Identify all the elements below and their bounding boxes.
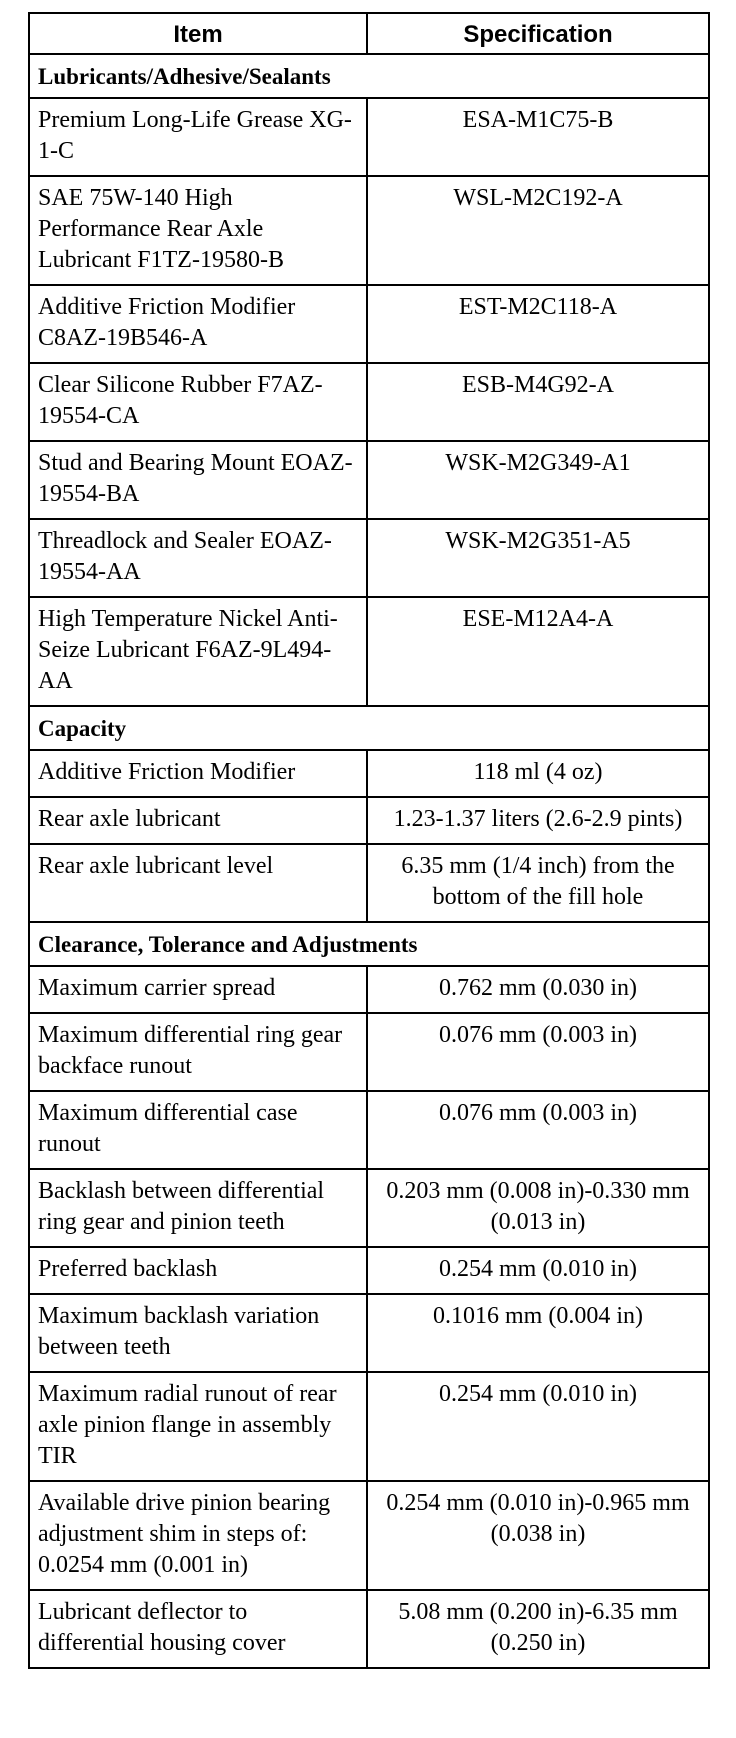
item-column-header: Item <box>29 13 367 54</box>
table-row <box>29 441 709 519</box>
table-row <box>29 98 709 176</box>
specification-table <box>28 12 710 1669</box>
specification-cell: 0.254 mm (0.010 in) <box>367 1247 709 1294</box>
table-row <box>29 1590 709 1668</box>
item-cell: Available drive pinion bearing adjustment shim in steps of: 0.0254 mm (0.001 in) <box>29 1481 367 1590</box>
section-row <box>29 922 709 966</box>
table-row <box>29 1372 709 1481</box>
item-cell: Additive Friction Modifier C8AZ-19B546-A <box>29 285 367 363</box>
item-cell: Clear Silicone Rubber F7AZ-19554-CA <box>29 363 367 441</box>
item-cell: Maximum backlash variation between teeth <box>29 1294 367 1372</box>
specification-cell: 0.762 mm (0.030 in) <box>367 966 709 1013</box>
section-title: Clearance, Tolerance and Adjustments <box>29 922 709 966</box>
specification-cell: EST-M2C118-A <box>367 285 709 363</box>
table-row <box>29 1169 709 1247</box>
item-cell: High Temperature Nickel Anti-Seize Lubricant F6AZ-9L494-AA <box>29 597 367 706</box>
table-row <box>29 966 709 1013</box>
table-row <box>29 797 709 844</box>
specification-cell: WSK-M2G349-A1 <box>367 441 709 519</box>
header-row <box>29 13 709 54</box>
table-row <box>29 285 709 363</box>
specification-column-header: Specification <box>367 13 709 54</box>
item-cell: Backlash between differential ring gear and pinion teeth <box>29 1169 367 1247</box>
item-cell: SAE 75W-140 High Performance Rear Axle Lubricant F1TZ-19580-B <box>29 176 367 285</box>
table-body <box>29 54 709 1668</box>
section-row <box>29 54 709 98</box>
specification-cell: 6.35 mm (1/4 inch) from the bottom of the fill hole <box>367 844 709 922</box>
specification-cell: 1.23-1.37 liters (2.6-2.9 pints) <box>367 797 709 844</box>
item-cell: Lubricant deflector to differential housing cover <box>29 1590 367 1668</box>
item-cell: Maximum differential ring gear backface runout <box>29 1013 367 1091</box>
specification-cell: ESE-M12A4-A <box>367 597 709 706</box>
specification-cell: WSK-M2G351-A5 <box>367 519 709 597</box>
section-title: Lubricants/Adhesive/Sealants <box>29 54 709 98</box>
table-row <box>29 750 709 797</box>
table-row <box>29 519 709 597</box>
specification-cell: WSL-M2C192-A <box>367 176 709 285</box>
item-cell: Threadlock and Sealer EOAZ-19554-AA <box>29 519 367 597</box>
specification-cell: 118 ml (4 oz) <box>367 750 709 797</box>
item-cell: Maximum carrier spread <box>29 966 367 1013</box>
table-row <box>29 1013 709 1091</box>
item-cell: Maximum differential case runout <box>29 1091 367 1169</box>
specification-cell: ESA-M1C75-B <box>367 98 709 176</box>
table-row <box>29 1091 709 1169</box>
table-row <box>29 597 709 706</box>
specification-cell: 0.203 mm (0.008 in)-0.330 mm (0.013 in) <box>367 1169 709 1247</box>
specification-cell: 0.1016 mm (0.004 in) <box>367 1294 709 1372</box>
section-title: Capacity <box>29 706 709 750</box>
specification-cell: 5.08 mm (0.200 in)-6.35 mm (0.250 in) <box>367 1590 709 1668</box>
table-row <box>29 363 709 441</box>
item-cell: Stud and Bearing Mount EOAZ-19554-BA <box>29 441 367 519</box>
table-row <box>29 844 709 922</box>
item-cell: Rear axle lubricant level <box>29 844 367 922</box>
table-row <box>29 1247 709 1294</box>
item-cell: Preferred backlash <box>29 1247 367 1294</box>
table-row <box>29 176 709 285</box>
item-cell: Rear axle lubricant <box>29 797 367 844</box>
specification-cell: 0.254 mm (0.010 in) <box>367 1372 709 1481</box>
item-cell: Additive Friction Modifier <box>29 750 367 797</box>
specification-cell: 0.076 mm (0.003 in) <box>367 1091 709 1169</box>
specification-cell: 0.254 mm (0.010 in)-0.965 mm (0.038 in) <box>367 1481 709 1590</box>
section-row <box>29 706 709 750</box>
specification-cell: 0.076 mm (0.003 in) <box>367 1013 709 1091</box>
table-row <box>29 1481 709 1590</box>
specification-cell: ESB-M4G92-A <box>367 363 709 441</box>
table-row <box>29 1294 709 1372</box>
item-cell: Maximum radial runout of rear axle pinion flange in assembly TIR <box>29 1372 367 1481</box>
item-cell: Premium Long-Life Grease XG-1-C <box>29 98 367 176</box>
